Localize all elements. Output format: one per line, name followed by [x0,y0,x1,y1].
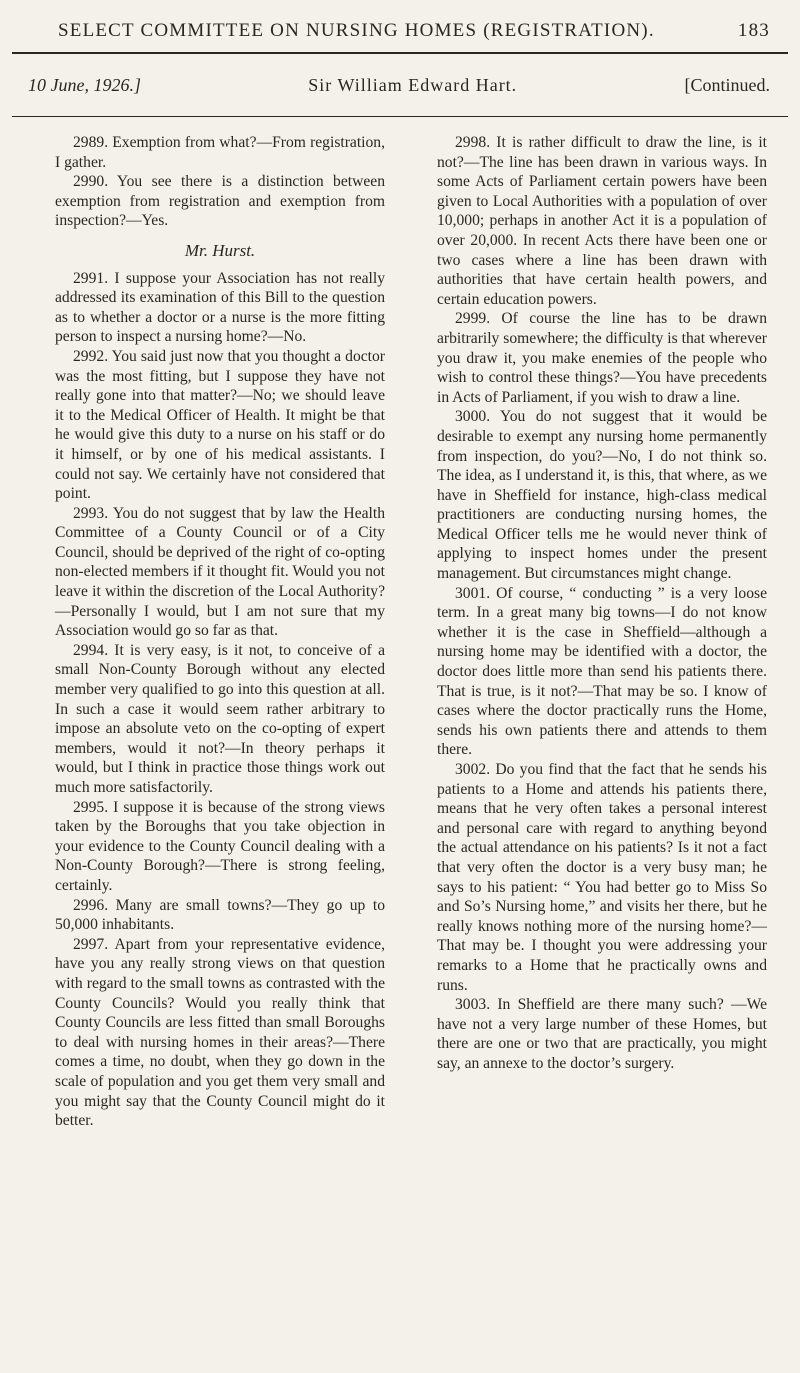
running-head [58,20,770,42]
page-number: 183 [737,20,770,41]
paragraph-2996: 2996. Many are small towns?—They go up to 50,000 inhabitants. [55,896,385,934]
paragraph-3001: 3001. Of course, “ conducting ” is a very loose term. In a great many big towns—I do not know whether it is the case in Sheffield—although a nursing home may be identified with a doctor, the doctor does little more than send his patients there. That is true, is it not?—That may be so. I know of cases where the doctor practically runs the Home, sends his own patients there and attends to them there. [437,584,767,759]
paragraph-2997: 2997. Apart from your representative evidence, have you any really strong views on that question with regard to the small towns as contrasted with the County Councils? Would you really think that County Councils are less fitted than small Boroughs to deal with nursing homes in their areas?—There comes a time, no doubt, when they go down in the scale of population and you get them very small and you might say that the County Council might do it better. [55,935,385,1130]
sub-header-rule [12,116,788,117]
paragraph-2999: 2999. Of course the line has to be drawn arbitrarily somewhere; the difficulty is that wherever you draw it, you make enemies of the people who wish to control these things?—You have precedents in Acts of Parliament, if you wish to draw a line. [437,310,767,406]
paragraph-2992: 2992. You said just now that you thought a doctor was the most fitting, but I suppose they have not really gone into that matter?—No; we should leave it to the Medical Officer of Health. It might be that he would give this duty to a nurse on his staff or do it himself, or by one of his medical assistants. I could not say. We certainly have not considered that point. [55,347,385,503]
paragraph-3002: 3002. Do you find that the fact that he sends his patients to a Home and attends his patients there, means that he very often takes a personal interest and personal care with regard to anything beyond the actual attendance on his patients? Is it not a fact that very often the doctor is a very busy man; he says to his patient: “ You had better go to Miss So and So’s Nursing home,” and visits her there, but he really knows nothing more of the nursing home?—That may be. I thought you were addressing your remarks to a Home that he practically owns and runs. [437,761,767,994]
paragraph-3003: 3003. In Sheffield are there many such? —We have not a very large number of these Homes, but there are one or two that are practically, you might say, an annexe to the doctor’s surgery. [437,996,767,1072]
paragraph-3000: 3000. You do not suggest that it would be desirable to exempt any nursing home permanently from inspection, do you?—No, I do not think so. The idea, as I understand it, is this, that where, as we have in Sheffield for instance, high-class medical practitioners are conducting nursing homes, the Medical Officer tells me he would never think of applying to inspect homes under the present management. But circumstances might change. [437,408,767,583]
continued-label: [Continued. [684,75,770,95]
right-column [437,133,767,1074]
paragraph-2993: 2993. You do not suggest that by law the Health Committee of a County Council or of a City Council, should be deprived of the right of co-opting non-elected members if it thought fit. Would you not leave it within the discretion of the Local Authority?—Personally I would, but I am not sure that my Association would go so far as that. [55,504,385,640]
paragraph-2994: 2994. It is very easy, is it not, to conceive of a small Non-County Borough without any elected member very qualified to go into this question at all. In such a case it would seem rather arbitrary to impose an absolute veto on the co-opting of expert members, would it not?—In theory perhaps it would, but I think in practice those things work out much more satisfactorily. [55,641,385,796]
date-line: 10 June, 1926.] [28,75,141,95]
left-column [55,133,385,1131]
report-title: SELECT COMMITTEE ON NURSING HOMES (REGISTRATION). [58,20,655,41]
witness-name: Sir William Edward Hart. [308,75,518,95]
sub-header [28,75,770,96]
header-rule [12,52,788,54]
paragraph-2991: 2991. I suppose your Association has not really addressed its examination of this Bill to the question as to whether a doctor or a nurse is the more fitting person to inspect a nursing home?—No. [55,269,385,346]
paragraph-2990: 2990. You see there is a distinction between exemption from registration and exemption from inspection?—Yes. [55,173,385,230]
paragraph-2998: 2998. It is rather difficult to draw the line, is it not?—The line has been drawn in various ways. In some Acts of Parliament certain powers have been given to Local Authorities with a population of over 10,000; perhaps in another Act it is a population of over 20,000. In recent Acts there have been one or two cases where a line has been drawn with authorities that have certain health powers, and certain education powers. [437,134,767,308]
speaker-heading: Mr. Hurst. [184,240,256,260]
paragraph-2989: 2989. Exemption from what?—From registration, I gather. [55,134,385,171]
paragraph-2995: 2995. I suppose it is because of the strong views taken by the Boroughs that you take objection in your evidence to the County Council dealing with a Non-County Borough?—There is strong feeling, certainly. [55,798,385,894]
